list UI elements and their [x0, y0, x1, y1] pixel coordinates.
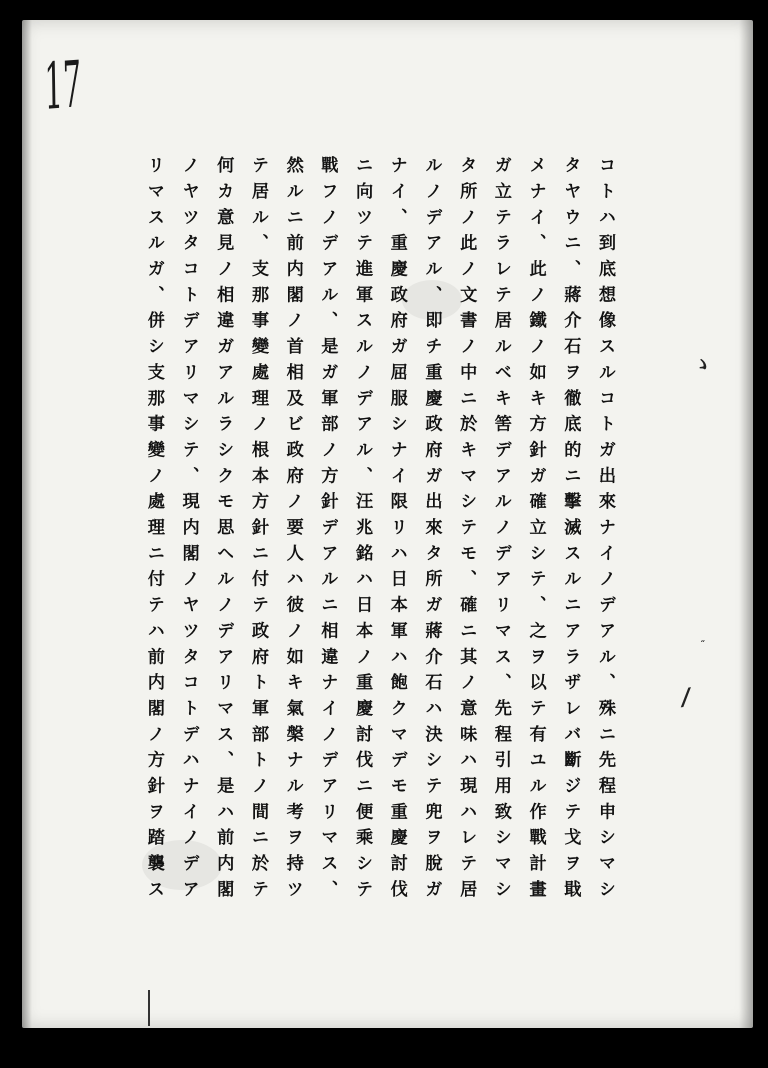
text-line: ノヤツタコトデアリマシテ、現内閣ノヤツタコトデハナイノデア: [178, 156, 199, 906]
text-line: ナイ、重慶政府ガ屈服シナイ限リハ日本軍ハ飽クマデモ重慶討伐: [386, 156, 407, 906]
paper-shadow-left: [22, 20, 32, 1028]
text-line: ニ向ツテ進軍スルノデアル、汪兆銘ハ日本ノ重慶討伐ニ便乘シテ: [352, 156, 373, 906]
text-line: リマスルガ、併シ支那事變ノ處理ニ付テハ前内閣ノ方針ヲ踏襲ス: [143, 156, 164, 906]
margin-ink-stroke: [148, 990, 150, 1026]
paper-shadow-right: [739, 20, 753, 1028]
margin-ink-mark: ˝: [700, 640, 705, 651]
text-line: テ居ル、支那事變處理ノ根本方針ニ付テ政府ト軍部トノ間ニ於テ: [247, 156, 268, 906]
text-line: コトハ到底想像スルコトガ出來ナイノデアル、殊ニ先程申シマシ: [595, 156, 615, 906]
text-line: 戰フノデアル、是ガ軍部ノ方針デアルニ相違ナイノデアリマス、: [317, 156, 338, 906]
text-line: 然ルニ前内閣ノ首相及ビ政府ノ要人ハ彼ノ如キ氣槃ナル考ヲ持ツ: [282, 156, 303, 906]
text-line: タ所ノ此ノ文書ノ中ニ於キマシテモ、確ニ其ノ意味ハ現ハレテ居: [456, 156, 477, 906]
text-line: ガ立テラレテ居ルベキ筈デアルノデアリマス、先程引用致シマシ: [490, 156, 511, 906]
margin-ink-mark: ⁄: [681, 683, 691, 713]
text-line: 何カ意見ノ相違ガアルラシクモ思ヘルノデアリマス、是ハ前内閣: [213, 156, 234, 906]
handwritten-page-number: 17: [43, 48, 82, 125]
text-line: ルノデアル、即チ重慶政府ガ出來タ所ガ蔣介石ハ決シテ兜ヲ脫ガ: [421, 156, 442, 906]
margin-ink-mark: ゝ: [688, 350, 717, 381]
text-line: メナイ、此ノ鐵ノ如キ方針ガ確立シテ、之ヲ以テ有ユル作戰計畫: [525, 156, 546, 906]
vertical-text-body: [82, 156, 622, 916]
text-line: タヤウニ、蔣介石ヲ徹底的ニ擊滅スルニアラザレバ斷ジテ戈ヲ戢: [560, 156, 581, 906]
